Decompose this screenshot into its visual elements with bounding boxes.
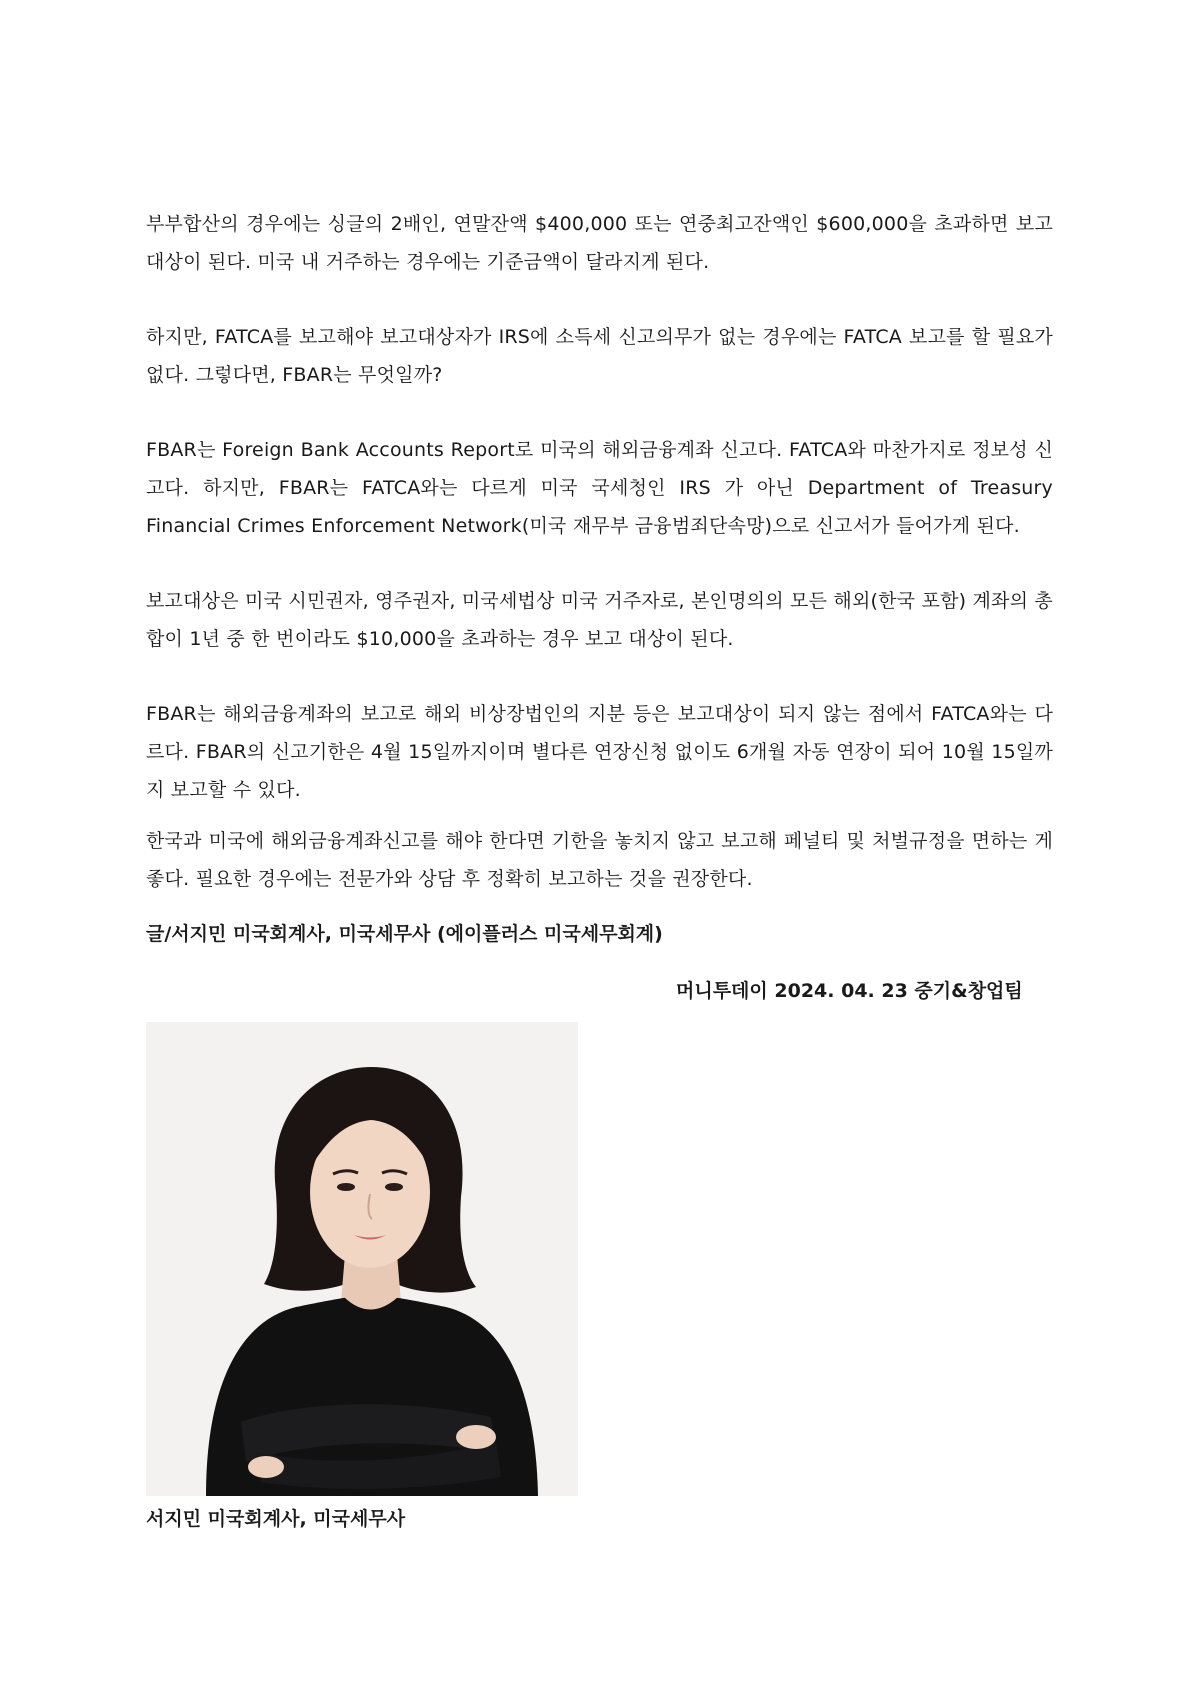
photo-caption: 서지민 미국회계사, 미국세무사 [146, 1508, 406, 1530]
publication-source: 머니투데이 2024. 04. 23 중기&창업팀 [676, 980, 1023, 1002]
paragraph-fbar-reporting-targets: 보고대상은 미국 시민권자, 영주권자, 미국세법상 미국 거주자로, 본인명의의 모든 해외(한국 포함) 계좌의 총합이 1년 중 한 번이라도 $10,000을 초과하는 경우 보고 대상이 된다. [146, 590, 1053, 650]
portrait-illustration [146, 1022, 578, 1496]
author-byline: 글/서지민 미국회계사, 미국세무사 (에이플러스 미국세무회계) [146, 923, 663, 945]
article-page [146, 205, 1053, 1530]
paragraph-fbar-deadline: FBAR는 해외금융계좌의 보고로 해외 비상장법인의 지분 등은 보고대상이 되지 않는 점에서 FATCA와는 다르다. FBAR의 신고기한은 4월 15일까지이며 별다른 연장신청 없이도 6개월 자동 연장이 되어 10월 15일까지 보고할 수 있다. [146, 703, 1053, 801]
author-portrait-photo [146, 1022, 578, 1496]
paragraph-fbar-definition: FBAR는 Foreign Bank Accounts Report로 미국의 해외금융계좌 신고다. FATCA와 마찬가지로 정보성 신고다. 하지만, FBAR는 FATCA와는 다르게 미국 국세청인 IRS 가 아닌 Department of Treasury Financial Crimes Enforcement Network(미국 재무부 금융범죄단속망)으로 신고서가 들어가게 된다. [146, 439, 1053, 537]
paragraph-recommendation: 한국과 미국에 해외금융계좌신고를 해야 한다면 기한을 놓치지 않고 보고해 페널티 및 처벌규정을 면하는 게 좋다. 필요한 경우에는 전문가와 상담 후 정확히 보고하는 것을 권장한다. [146, 830, 1053, 890]
paragraph-joint-filing: 부부합산의 경우에는 싱글의 2배인, 연말잔액 $400,000 또는 연중최고잔액인 $600,000을 초과하면 보고 대상이 된다. 미국 내 거주하는 경우에는 기준금액이 달라지게 된다. [146, 213, 1053, 273]
paragraph-fatca-exemption: 하지만, FATCA를 보고해야 보고대상자가 IRS에 소득세 신고의무가 없는 경우에는 FATCA 보고를 할 필요가 없다. 그렇다면, FBAR는 무엇일까? [146, 326, 1053, 386]
